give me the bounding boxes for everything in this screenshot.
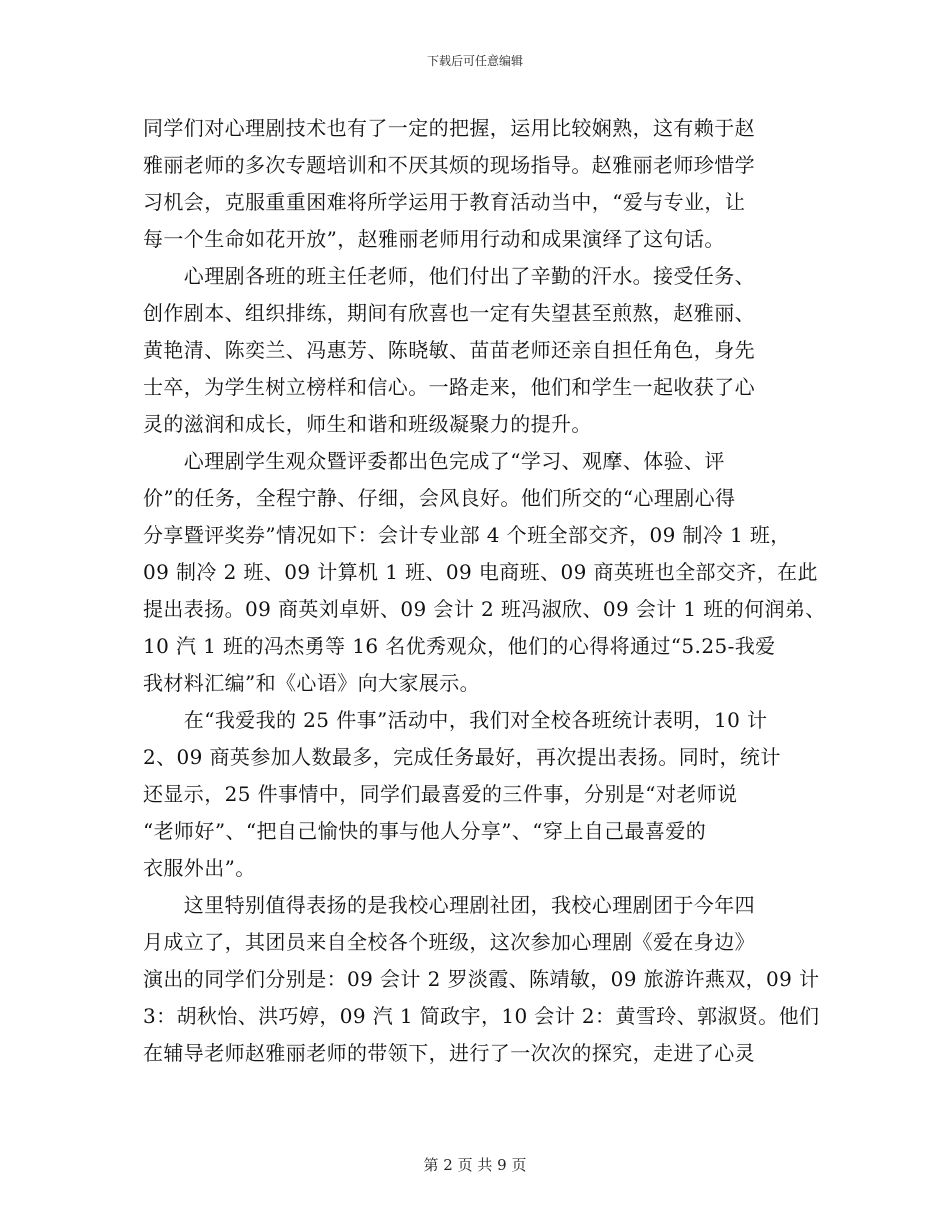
text-line: 在辅导老师赵雅丽老师的带领下，进行了一次次的探究，走进了心灵 — [143, 1041, 755, 1065]
text-line: 分享暨评奖券”情况如下：会计专业部 4 个班全部交齐，09 制冷 1 班， — [143, 523, 791, 547]
text-line: 演出的同学们分别是：09 会计 2 罗淡霞、陈靖敏，09 旅游许燕双，09 计 — [143, 967, 820, 991]
text-line: 黄艳清、陈奕兰、冯惠芳、陈晓敏、苗苗老师还亲自担任角色，身先 — [143, 338, 755, 362]
text-line: 09 制冷 2 班、09 计算机 1 班、09 电商班、09 商英班也全部交齐，在此 — [143, 560, 818, 584]
text-line: 还显示，25 件事情中，同学们最喜爱的三件事，分别是“对老师说 — [143, 782, 738, 806]
page-number-footer: 第 2 页 共 9 页 — [423, 1156, 527, 1174]
text-line: “老师好”、“把自己愉快的事与他人分享”、“穿上自己最喜爱的 — [143, 819, 707, 843]
text-line: 提出表扬。09 商英刘卓妍、09 会计 2 班冯淑欣、09 会计 1 班的何润弟、 — [143, 597, 826, 621]
text-line: 月成立了，其团员来自全校各个班级，这次参加心理剧《爱在身边》 — [143, 930, 755, 954]
text-line: 我材料汇编”和《心语》向大家展示。 — [143, 671, 481, 695]
text-line: 雅丽老师的多次专题培训和不厌其烦的现场指导。赵雅丽老师珍惜学 — [143, 153, 755, 177]
text-line: 2、09 商英参加人数最多，完成任务最好，再次提出表扬。同时，统计 — [143, 745, 781, 769]
text-line: 10 汽 1 班的冯杰勇等 16 名优秀观众，他们的心得将通过“5.25-我爱 — [143, 634, 776, 658]
text-line: 习机会，克服重重困难将所学运用于教育活动当中，“爱与专业，让 — [143, 190, 746, 214]
text-line: 价”的任务，全程宁静、仔细，会风良好。他们所交的“心理剧心得 — [143, 486, 736, 510]
text-line: 士卒，为学生树立榜样和信心。一路走来，他们和学生一起收获了心 — [143, 375, 755, 399]
text-line: 每一个生命如花开放”，赵雅丽老师用行动和成果演绎了这句话。 — [143, 227, 725, 251]
document-body — [143, 110, 826, 1072]
text-line: 心理剧各班的班主任老师，他们付出了辛勤的汗水。接受任务、 — [143, 264, 755, 288]
text-line: 灵的滋润和成长，师生和谐和班级凝聚力的提升。 — [143, 412, 592, 436]
text-line: 心理剧学生观众暨评委都出色完成了“学习、观摩、体验、评 — [143, 449, 725, 473]
text-line: 在“我爱我的 25 件事”活动中，我们对全校各班统计表明，10 计 — [143, 708, 768, 732]
text-line: 衣服外出”。 — [143, 856, 256, 880]
text-line: 3：胡秋怡、洪巧婷，09 汽 1 简政宇，10 会计 2：黄雪玲、郭淑贤。他们 — [143, 1004, 820, 1028]
page-header: 下载后可任意编辑 — [426, 54, 523, 68]
text-line: 这里特别值得表扬的是我校心理剧社团，我校心理剧团于今年四 — [143, 893, 755, 917]
text-line: 同学们对心理剧技术也有了一定的把握，运用比较娴熟，这有赖于赵 — [143, 116, 755, 140]
text-line: 创作剧本、组织排练，期间有欣喜也一定有失望甚至煎熬，赵雅丽、 — [143, 301, 755, 325]
